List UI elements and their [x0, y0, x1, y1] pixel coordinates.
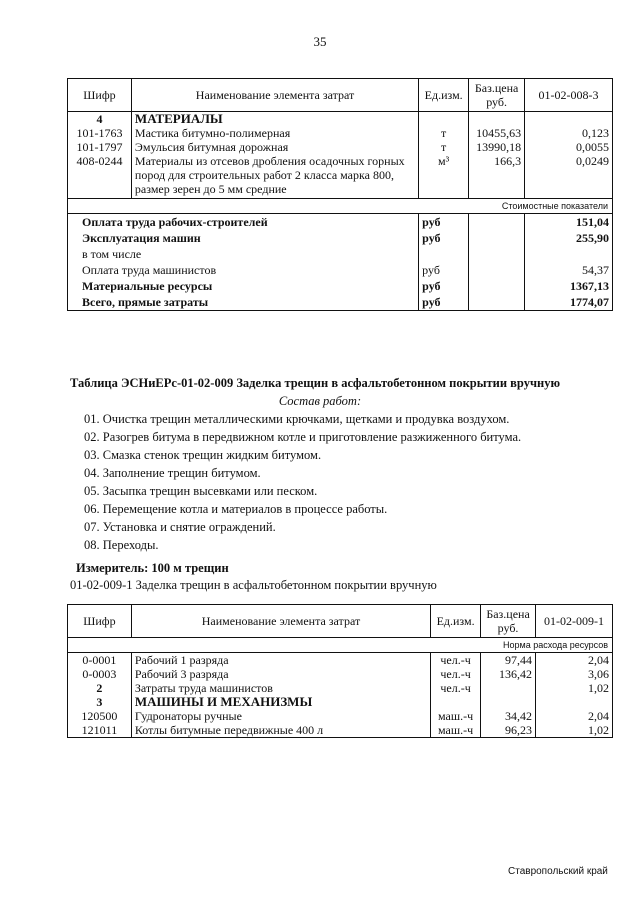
summary-row: Эксплуатация машин руб 255,90 [68, 230, 613, 246]
section-title: МАТЕРИАЛЫ [131, 112, 418, 127]
operation-item: 05. Засыпка трещин высевками или песком. [84, 484, 318, 498]
header-price: Баз.цена руб. [469, 79, 525, 112]
header-price: Баз.цена руб. [481, 605, 536, 638]
section-title: МАШИНЫ И МЕХАНИЗМЫ [131, 695, 430, 709]
table-row: 101-1797 Эмульсия битумная дорожная т 13990,18 0,0055 [68, 140, 613, 154]
summary-row: в том числе [68, 246, 613, 262]
summary-row: Оплата труда машинистов руб 54,37 [68, 262, 613, 278]
operation-item: 08. Переходы. [84, 538, 159, 552]
table-row: 121011 Котлы битумные передвижные 400 л маш.-ч 96,23 1,02 [68, 723, 613, 738]
header-norm: 01-02-008-3 [525, 79, 613, 112]
header-code: Шифр [68, 605, 132, 638]
header-norm: 01-02-009-1 [536, 605, 613, 638]
page-number: 35 [313, 34, 327, 49]
header-unit: Ед.изм. [419, 79, 469, 112]
norm-header: Норма расхода ресурсов [68, 638, 613, 653]
resource-table-1 [67, 78, 613, 311]
section-num: 3 [68, 695, 132, 709]
header-code: Шифр [68, 79, 132, 112]
measure-unit: Измеритель: 100 м трещин [76, 561, 229, 575]
section-num: 4 [68, 112, 132, 127]
operation-item: 02. Разогрев битума в передвижном котле и приготовление разжиженного битума. [84, 430, 522, 444]
header-name: Наименование элемента затрат [131, 79, 418, 112]
header-unit: Ед.изм. [431, 605, 481, 638]
norm-code-line: 01-02-009-1 Заделка трещин в асфальтобетонном покрытии вручную [70, 578, 437, 592]
operation-item: 07. Установка и снятие ограждений. [84, 520, 276, 534]
table-row: 120500 Гудронаторы ручные маш.-ч 34,42 2,04 [68, 709, 613, 723]
cost-header: Стоимостные показатели [68, 199, 613, 214]
resource-table-2 [67, 604, 613, 738]
table-row: 0-0001 Рабочий 1 разряда чел.-ч 97,44 2,04 [68, 653, 613, 668]
table-row: 0-0003 Рабочий 3 разряда чел.-ч 136,42 3,06 [68, 667, 613, 681]
operation-item: 03. Смазка стенок трещин жидким битумом. [84, 448, 322, 462]
summary-row: Материальные ресурсы руб 1367,13 [68, 278, 613, 294]
section-title: Таблица ЭСНиЕРс-01-02-009 Заделка трещин в асфальтобетонном покрытии вручную [70, 376, 560, 390]
table-row: 408-0244 Материалы из отсевов дробления осадочных горных пород для строительных работ 2 класса марка 800, размер зерен до 5 мм средние м³ 166,3 0,0249 [68, 154, 613, 199]
summary-row: Всего, прямые затраты руб 1774,07 [68, 294, 613, 311]
operation-item: 01. Очистка трещин металлическими крючками, щетками и продувка воздухом. [84, 412, 510, 426]
footer-region: Ставропольский край [508, 866, 608, 877]
work-composition-title: Состав работ: [278, 394, 362, 408]
operation-item: 06. Перемещение котла и материалов в процессе работы. [84, 502, 388, 516]
operation-item: 04. Заполнение трещин битумом. [84, 466, 261, 480]
table-row: 2 Затраты труда машинистов чел.-ч 1,02 [68, 681, 613, 695]
summary-row: Оплата труда рабочих-строителей руб 151,04 [68, 214, 613, 231]
table-row: 101-1763 Мастика битумно-полимерная т 10455,63 0,123 [68, 126, 613, 140]
header-name: Наименование элемента затрат [131, 605, 430, 638]
